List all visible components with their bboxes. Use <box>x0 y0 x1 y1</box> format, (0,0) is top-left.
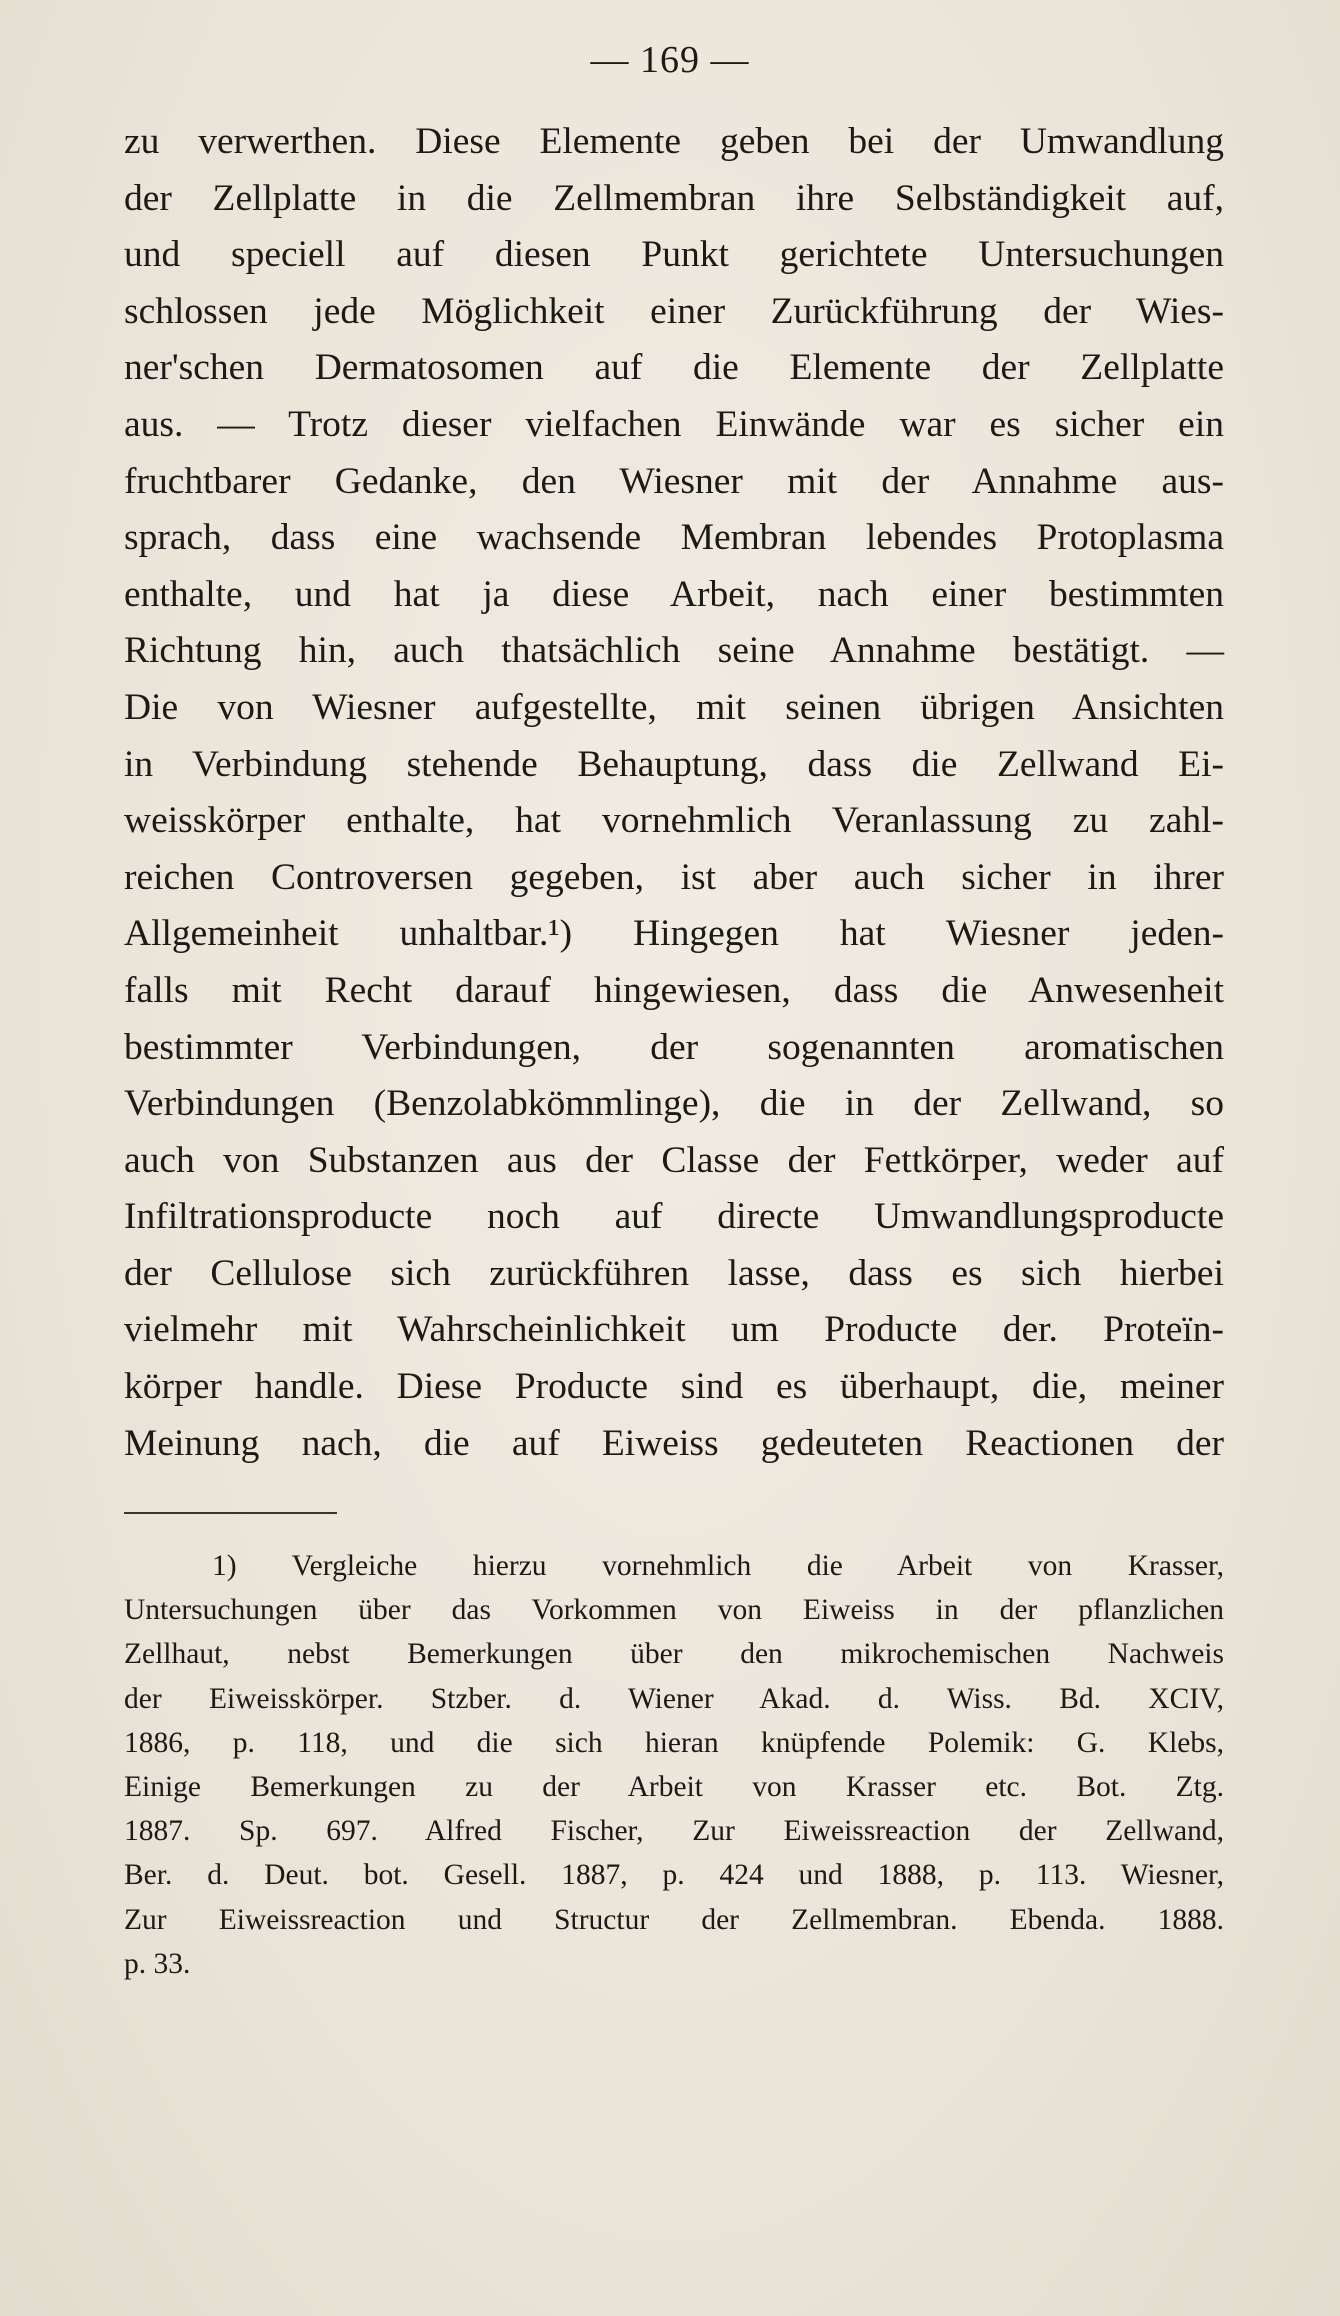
footnote-line: Zur Eiweissreaction und Structur der Zellmembran. Ebenda. 1888. <box>124 1903 1224 1936</box>
footnote-line: p. 33. <box>124 1947 191 1980</box>
page-number-header: — 169 — <box>590 39 750 81</box>
body-line: reichen Controversen gegeben, ist aber auch sicher in ihrer <box>124 856 1224 898</box>
body-line: der Zellplatte in die Zellmembran ihre Selbständigkeit auf, <box>124 177 1224 219</box>
body-line: auch von Substanzen aus der Classe der Fettkörper, weder auf <box>124 1139 1224 1181</box>
body-line: und speciell auf diesen Punkt gerichtete Untersuchungen <box>124 234 1224 276</box>
body-line: vielmehr mit Wahrscheinlichkeit um Producte der. Proteïn- <box>124 1309 1224 1351</box>
body-line: aus. — Trotz dieser vielfachen Einwände war es sicher ein <box>124 403 1224 445</box>
body-line: zu verwerthen. Diese Elemente geben bei der Umwandlung <box>124 121 1224 162</box>
footnote-line: Ber. d. Deut. bot. Gesell. 1887, p. 424 und 1888, p. 113. Wiesner, <box>124 1859 1224 1892</box>
footnote-line: Untersuchungen über das Vorkommen von Eiweiss in der pflanzlichen <box>124 1594 1224 1627</box>
body-line: schlossen jede Möglichkeit einer Zurückführung der Wies- <box>124 290 1224 332</box>
footnote-line: 1) Vergleiche hierzu vornehmlich die Arbeit von Krasser, <box>212 1550 1224 1582</box>
footnote-line: Zellhaut, nebst Bemerkungen über den mikrochemischen Nachweis <box>124 1638 1224 1671</box>
body-line: weisskörper enthalte, hat vornehmlich Veranlassung zu zahl- <box>124 800 1224 842</box>
body-line: Infiltrationsproducte noch auf directe Umwandlungsproducte <box>124 1196 1224 1238</box>
footnote <box>124 1544 1224 1986</box>
body-text <box>124 114 1224 1472</box>
body-line: enthalte, und hat ja diese Arbeit, nach einer bestimmten <box>124 573 1224 615</box>
body-line: Die von Wiesner aufgestellte, mit seinen übrigen Ansichten <box>124 686 1224 728</box>
body-line: ner'schen Dermatosomen auf die Elemente der Zellplatte <box>124 347 1224 389</box>
body-line: Meinung nach, die auf Eiweiss gedeuteten Reactionen der <box>124 1422 1224 1464</box>
footnote-line: Einige Bemerkungen zu der Arbeit von Krasser etc. Bot. Ztg. <box>124 1770 1224 1803</box>
body-line: falls mit Recht darauf hingewiesen, dass die Anwesenheit <box>124 969 1224 1011</box>
body-line: Richtung hin, auch thatsächlich seine Annahme bestätigt. — <box>124 630 1224 672</box>
body-line: fruchtbarer Gedanke, den Wiesner mit der Annahme aus- <box>124 460 1224 502</box>
body-line: der Cellulose sich zurückführen lasse, dass es sich hierbei <box>124 1252 1224 1294</box>
footnote-separator <box>124 1512 337 1514</box>
body-line: bestimmter Verbindungen, der sogenannten aromatischen <box>124 1026 1224 1068</box>
body-line: sprach, dass eine wachsende Membran lebendes Protoplasma <box>124 517 1224 559</box>
body-line: körper handle. Diese Producte sind es überhaupt, die, meiner <box>124 1366 1224 1408</box>
body-line: Verbindungen (Benzolabkömmlinge), die in der Zellwand, so <box>124 1083 1224 1125</box>
footnote-line: 1886, p. 118, und die sich hieran knüpfende Polemik: G. Klebs, <box>124 1726 1224 1759</box>
footnote-line: 1887. Sp. 697. Alfred Fischer, Zur Eiweissreaction der Zellwand, <box>124 1815 1224 1848</box>
body-line: Allgemeinheit unhaltbar.¹) Hingegen hat Wiesner jeden- <box>124 913 1224 955</box>
footnote-line: der Eiweisskörper. Stzber. d. Wiener Akad. d. Wiss. Bd. XCIV, <box>124 1682 1224 1715</box>
body-line: in Verbindung stehende Behauptung, dass die Zellwand Ei- <box>124 743 1224 785</box>
